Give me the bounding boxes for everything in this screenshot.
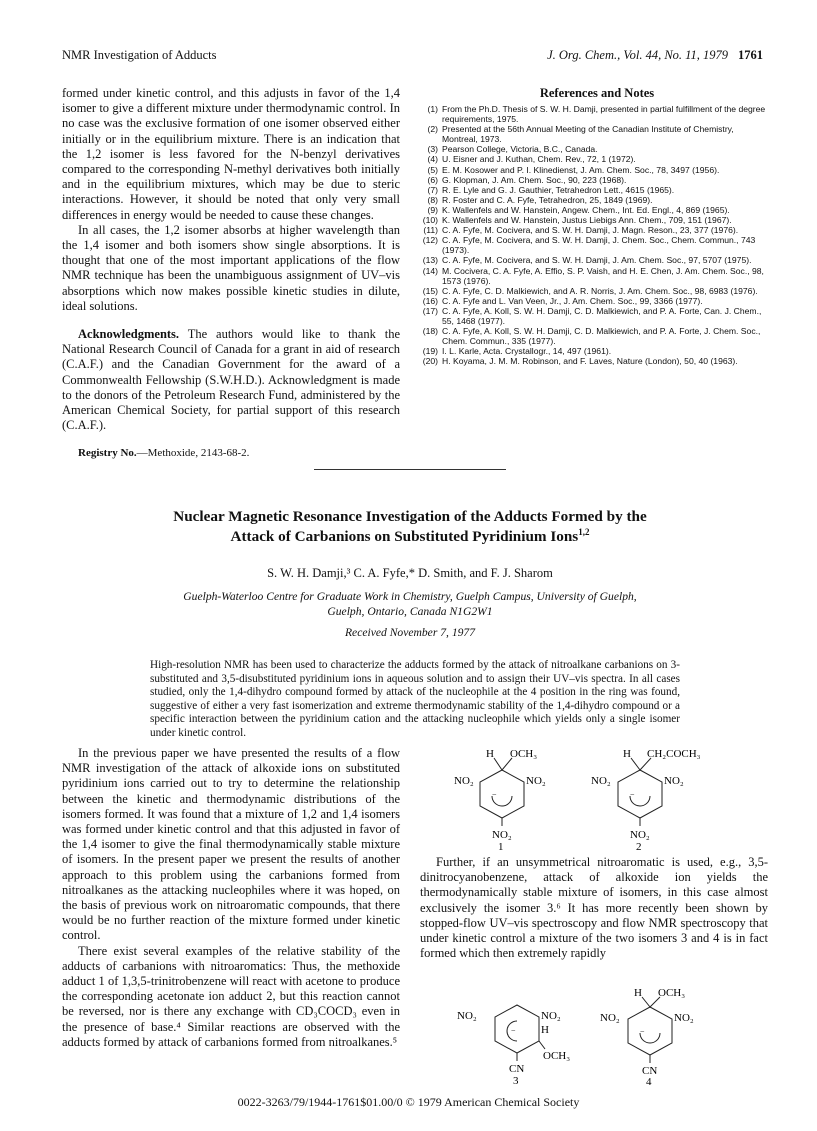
left-top-column	[62, 86, 400, 462]
reference-number: (13)	[422, 255, 438, 266]
reference-text: From the Ph.D. Thesis of S. W. H. Damji, presented in partial fulfillment of the degree requirements, 1975.	[442, 104, 766, 125]
reference-text: K. Wallenfels and W. Hanstein, Angew. Chem., Int. Ed. Engl., 4, 869 (1965).	[442, 204, 730, 215]
reference-number: (20)	[422, 356, 438, 367]
article-title	[80, 507, 740, 547]
atom-label: NO₂	[674, 1012, 694, 1024]
reference-item	[420, 225, 770, 235]
compound-number: 1	[498, 841, 504, 850]
journal-citation	[547, 48, 763, 63]
atom-label: H	[541, 1024, 549, 1036]
body-left-column	[62, 746, 400, 1050]
reference-text: G. Klopman, J. Am. Chem. Soc., 90, 223 (1968).	[442, 174, 627, 185]
reference-text: C. A. Fyfe, C. D. Malkiewich, and A. R. Norris, J. Am. Chem. Soc., 98, 6983 (1976).	[442, 285, 758, 296]
reference-number: (12)	[422, 235, 438, 246]
ring-charge: −	[492, 790, 497, 799]
atom-label: NO₂	[457, 1010, 477, 1022]
reference-item	[420, 205, 770, 215]
reference-number: (5)	[427, 164, 438, 175]
references-list	[420, 104, 770, 366]
acknowledgments	[62, 327, 400, 433]
atom-label: H	[623, 748, 631, 760]
reference-item	[420, 296, 770, 306]
body-right-column	[420, 855, 768, 961]
reference-text: Pearson College, Victoria, B.C., Canada.	[442, 144, 598, 155]
reference-item	[420, 286, 770, 296]
compound-number: 3	[513, 1075, 519, 1085]
reference-item	[420, 255, 770, 265]
ring-charge: −	[630, 790, 635, 799]
atom-label: CH₂COCH₃	[647, 748, 701, 760]
paragraph: In the previous paper we have presented the results of a flow NMR investigation of the attack of alkoxide ions on substituted pyridinium ions carried out to try to determine the relationship between the kinetic and thermodynamic distributions of the isomers formed. It was found that a mixture of 1,2 and 1,4 isomers was formed under kinetic control and that this adjusted in favor of the 1,4 isomer to give the final thermodynamically stable mixture of isomers. In the present paper we present the results of another approach to this problem using the carbanions formed from nitroalkanes as the attacking nucleophiles where it was hoped, on the basis of previous work on nitroaromatic compounds, that there would be no further reaction of the mixture formed under kinetic control.	[62, 746, 400, 943]
reference-number: (9)	[427, 204, 438, 215]
reference-text: C. A. Fyfe, A. Koll, S. W. H. Damji, C. D. Malkiewich, and P. A. Forte, J. Chem. Soc., Chem. Commun., 335 (1977).	[442, 326, 761, 347]
structure-2	[585, 744, 735, 850]
reference-number: (7)	[427, 184, 438, 195]
ring-charge: −	[640, 1027, 645, 1036]
page-number: 1761	[738, 48, 763, 62]
reference-text: R. E. Lyle and G. J. Gauthier, Tetrahedron Lett., 4615 (1965).	[442, 184, 675, 195]
reference-text: H. Koyama, J. M. M. Robinson, and F. Laves, Nature (London), 50, 40 (1963).	[442, 356, 738, 367]
atom-label: NO₂	[454, 775, 474, 787]
reference-number: (15)	[422, 285, 438, 296]
atom-label: OCH₃	[658, 987, 686, 999]
section-divider	[314, 469, 506, 470]
reference-text: R. Foster and C. A. Fyfe, Tetrahedron, 25, 1849 (1969).	[442, 194, 653, 205]
reference-number: (6)	[427, 174, 438, 185]
reference-number: (17)	[422, 305, 438, 316]
reference-number: (2)	[427, 124, 438, 135]
reference-number: (4)	[427, 154, 438, 165]
structure-3	[455, 995, 590, 1085]
reference-text: U. Eisner and J. Kuthan, Chem. Rev., 72, 1 (1972).	[442, 154, 636, 165]
paragraph: Further, if an unsymmetrical nitroaromatic is used, e.g., 3,5-dinitrocyanobenzene, attack of alkoxide ion yields the thermodynamically stable mixture of isomers, in this case almost exclusively the isomer 3.⁶ It has more recently been shown by stopped-flow UV–vis spectroscopy and flow NMR spectroscopy that under kinetic control a mixture of the two isomers 3 and 4 is in fact formed which then extremely rapidly	[420, 855, 768, 961]
ack-body: The authors would like to thank the National Research Council of Canada for a grant in aid of research (C.A.F.) and the Canadian Government for the award of a Commonwealth Fellowship (S.W.H.D.). Acknowledgment is made to the donors of the Petroleum Research Fund, administered by the American Chemical Society, for partial support of this research (C.A.F.).	[62, 327, 400, 433]
atom-label: NO₂	[600, 1012, 620, 1024]
structure-1	[440, 744, 575, 850]
atom-label: NO₂	[541, 1010, 561, 1022]
atom-label: NO₂	[492, 829, 512, 841]
reference-item	[420, 306, 770, 326]
reference-text: I. L. Karle, Acta. Crystallogr., 14, 497 (1961).	[442, 346, 612, 357]
reference-item	[420, 144, 770, 154]
atom-label: NO₂	[526, 775, 546, 787]
reference-text: C. A. Fyfe and L. Van Veen, Jr., J. Am. Chem. Soc., 99, 3366 (1977).	[442, 295, 703, 306]
reference-text: K. Wallenfels and W. Hanstein, Justus Liebigs Ann. Chem., 709, 151 (1967).	[442, 215, 732, 226]
references-title: References and Notes	[539, 86, 655, 100]
atom-label: OCH₃	[543, 1050, 571, 1062]
atom-label: H	[634, 987, 642, 999]
reference-text: C. A. Fyfe, M. Cocivera, and S. W. H. Damji, J. Chem. Soc., Chem. Commun., 743 (1973).	[442, 235, 756, 256]
reference-item	[420, 326, 770, 346]
authors: S. W. H. Damji,³ C. A. Fyfe,* D. Smith, and F. J. Sharom	[267, 566, 553, 580]
affiliation: Guelph-Waterloo Centre for Graduate Work in Chemistry, Guelph Campus, University of Guelph, Guelph, Ontario, Canada N1G2W1	[183, 590, 637, 618]
reference-item	[420, 235, 770, 255]
registry	[62, 446, 400, 461]
reference-text: C. A. Fyfe, M. Cocivera, and S. W. H. Damji, J. Am. Chem. Soc., 97, 5707 (1975).	[442, 255, 752, 266]
title-line-2: Attack of Carbanions on Substituted Pyridinium Ions$^{1,2}$	[230, 526, 590, 545]
reference-number: (3)	[427, 144, 438, 155]
reference-number: (11)	[423, 225, 438, 236]
registry-heading: Registry No.	[78, 447, 137, 460]
reference-item	[420, 154, 770, 164]
paragraph: formed under kinetic control, and this adjusts in favor of the 1,4 isomer to give a different mixture under thermodynamic control. In no case was the exclusive formation of one isomer observed either initially or in the equilibrium mixture. There is an indication that the 1,2 isomer is less favored for the N-benzyl derivatives compared to the corresponding N-methyl derivatives both initially and in the equilibrium mixtures, which may be due to steric interactions. However, it should be noted that only very small differences in energy would be needed to cause these changes.	[62, 86, 400, 222]
paragraph: There exist several examples of the relative stability of the adducts of carbanions with nitroaromatics: Thus, the methoxide adduct 1 of 1,3,5-trinitrobenzene will react with acetone to produce the corresponding acetonate ion adduct 2, but this reaction cannot be reversed, nor is there any exchange with CD₃COCD₃ even in the presence of base.⁴ Similar reactions are observed with the adducts formed by attack of carbanions formed from nitroalkanes.⁵	[62, 943, 400, 1049]
reference-number: (10)	[422, 215, 438, 226]
reference-item	[420, 185, 770, 195]
reference-item	[420, 104, 770, 124]
reference-text: M. Cocivera, C. A. Fyfe, A. Effio, S. P. Vaish, and H. E. Chen, J. Am. Chem. Soc., 98, 1573 (1976).	[442, 265, 764, 286]
reference-text: C. A. Fyfe, A. Koll, S. W. H. Damji, C. D. Malkiewich, and P. A. Forte, Can. J. Chem., 55, 1468 (1977).	[442, 305, 762, 326]
paragraph: In all cases, the 1,2 isomer absorbs at higher wavelength than the 1,4 isomer and both isomers show single absorptions. It is thought that one of the most important applications of the flow NMR technique has been the unambiguous assignment of UV–vis absorptions which now makes possible kinetic studies in dilute, ideal solutions.	[62, 222, 400, 313]
structure-4	[600, 985, 720, 1085]
reference-item	[420, 346, 770, 356]
reference-item	[420, 124, 770, 144]
reference-item	[420, 215, 770, 225]
journal-name: J. Org. Chem., Vol. 44, No. 11, 1979	[547, 48, 728, 62]
atom-label: CN	[642, 1065, 658, 1077]
reference-number: (16)	[422, 295, 438, 306]
received-date: Received November 7, 1977	[344, 626, 476, 639]
reference-number: (19)	[422, 346, 438, 357]
ring-charge: −	[511, 1026, 516, 1035]
compound-number: 2	[636, 841, 642, 850]
reference-item	[420, 195, 770, 205]
title-footnote: 1,2	[578, 526, 590, 537]
title-line-1: Nuclear Magnetic Resonance Investigation of the Adducts Formed by the	[173, 508, 647, 525]
abstract: High-resolution NMR has been used to characterize the adducts formed by the attack of nitroalkane carbanions on 3-substituted and 3,5-disubstituted pyridinium ions in aqueous solution and to assign their UV–vis spectra. In all cases studied, only the 1,4-dihydro compound formed by attack of the nucleophile at the 4 position in the ring was found, suggestive of either a very fast isomerization and extreme thermodynamic stability of the 1,4-dihydro compound or a specific interaction between the pyridinium cation and the attacking nucleophile which yields only a single isomer under kinetic control.	[150, 659, 680, 739]
reference-item	[420, 266, 770, 286]
reference-number: (18)	[422, 326, 438, 337]
registry-body: —Methoxide, 2143-68-2.	[136, 447, 250, 460]
reference-text: C. A. Fyfe, M. Cocivera, and S. W. H. Damji, J. Magn. Reson., 23, 377 (1976).	[442, 225, 739, 236]
reference-number: (14)	[422, 265, 438, 276]
running-title: NMR Investigation of Adducts	[62, 48, 217, 62]
atom-label: NO₂	[630, 829, 650, 841]
reference-text: E. M. Kosower and P. I. Klinedienst, J. Am. Chem. Soc., 78, 3497 (1956).	[442, 164, 720, 175]
reference-item	[420, 165, 770, 175]
reference-number: (8)	[427, 194, 438, 205]
page-footer: 0022-3263/79/1944-1761$01.00/0 © 1979 American Chemical Society	[237, 1095, 580, 1109]
atom-label: CN	[509, 1063, 525, 1075]
atom-label: H	[486, 748, 494, 760]
atom-label: OCH₃	[510, 748, 538, 760]
compound-number: 4	[646, 1076, 652, 1085]
atom-label: NO₂	[664, 775, 684, 787]
reference-item	[420, 175, 770, 185]
reference-item	[420, 356, 770, 366]
ack-heading: Acknowledgments.	[78, 327, 180, 342]
reference-number: (1)	[427, 104, 438, 114]
atom-label: NO₂	[591, 775, 611, 787]
reference-text: Presented at the 56th Annual Meeting of the Canadian Institute of Chemistry, Montreal, 1973.	[442, 124, 734, 145]
